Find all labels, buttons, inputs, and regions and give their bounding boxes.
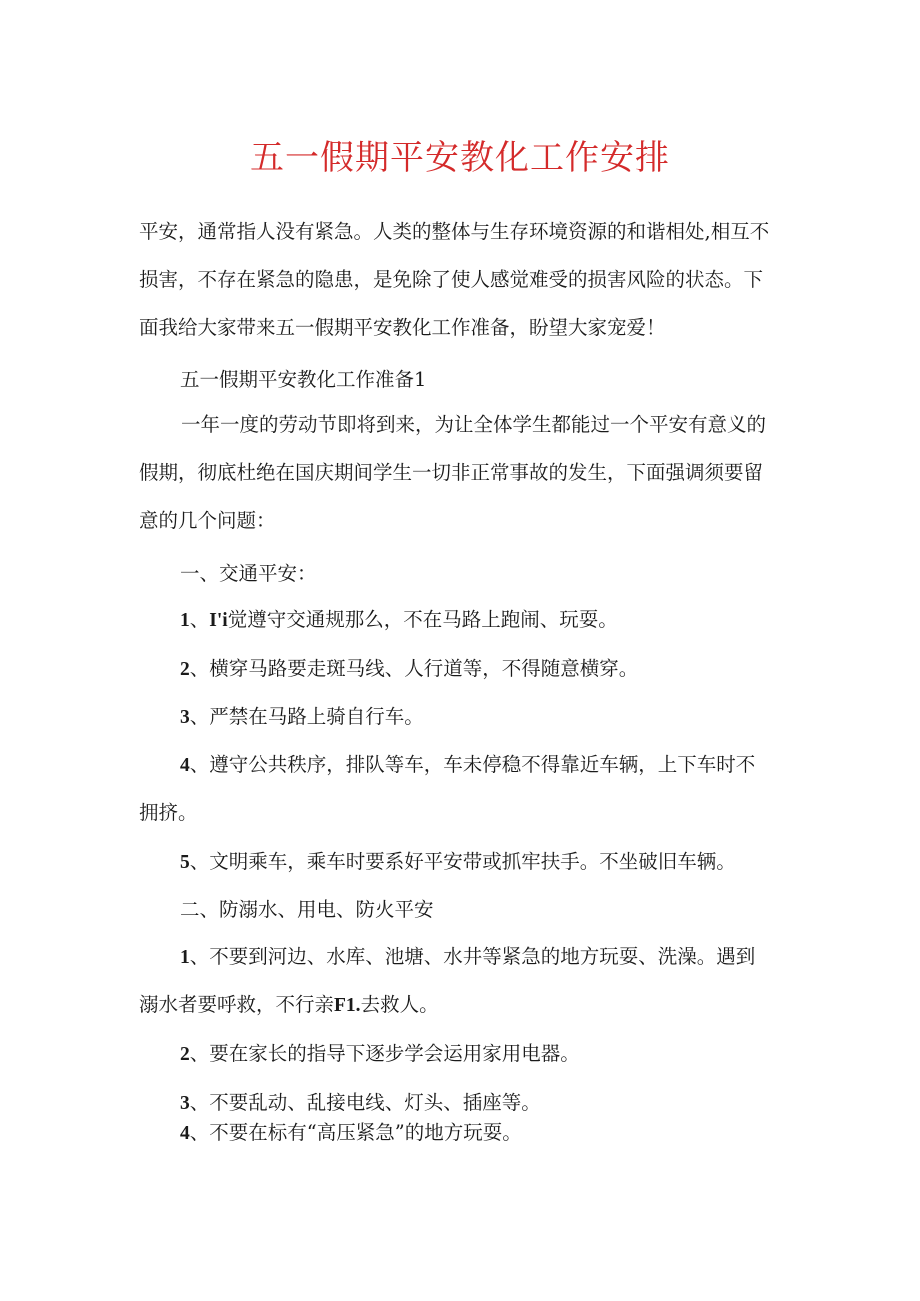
item-text: 文明乘车，乘车时要系好平安带或抓牢扶手。不坐破旧车辆。 xyxy=(209,850,736,873)
paragraph-line: 意的几个问题： xyxy=(139,509,276,532)
item-separator: 、 xyxy=(189,705,210,728)
item-number: 2 xyxy=(180,1044,190,1065)
item-separator: 、 xyxy=(189,657,210,680)
item-number: 1 xyxy=(180,947,190,968)
paragraph-line: 假期，彻底杜绝在国庆期间学生一切非正常事故的发生，下面强调须要留 xyxy=(139,461,764,484)
item-separator: 、 xyxy=(189,608,210,631)
item-separator: 、 xyxy=(189,1091,210,1114)
intro-paragraph xyxy=(139,208,789,352)
list-item xyxy=(180,1040,580,1069)
item-number: 4 xyxy=(180,755,190,776)
item-separator: 、 xyxy=(189,753,210,776)
list-item xyxy=(180,1119,522,1148)
item-text: 不要乱动、乱接电线、灯头、插座等。 xyxy=(209,1091,541,1114)
part2-heading: 二、防溺水、用电、防火平安 xyxy=(180,898,434,921)
continuation-text: 溺水者要呼救，不行亲 xyxy=(139,993,335,1016)
item-text: 不要到河边、水库、池塘、水井等紧急的地方玩耍、洗澡。遇到 xyxy=(209,945,756,968)
intro-line: 平安，通常指人没有紧急。人类的整体与生存环境资源的和谐相处,相互不 xyxy=(139,220,770,243)
list-item xyxy=(180,655,638,684)
item-separator: 、 xyxy=(189,850,210,873)
list-item xyxy=(180,703,424,732)
item-text: 遵守公共秩序，排队等车，车未停稳不得靠近车辆，上下车时不 xyxy=(209,753,756,776)
item-bold-prefix: I'i xyxy=(209,610,228,631)
section-heading: 五一假期平安教化工作准备1 xyxy=(180,368,427,391)
item-text: 横穿马路要走斑马线、人行道等，不得随意横穿。 xyxy=(209,657,639,680)
paragraph-1 xyxy=(139,401,789,545)
continuation-text: 去救人。 xyxy=(360,993,439,1016)
item-number: 3 xyxy=(180,1093,190,1114)
part1-heading: 一、交通平安： xyxy=(180,562,317,585)
item-number: 1 xyxy=(180,610,190,631)
item-number: 2 xyxy=(180,659,190,680)
list-item xyxy=(180,1089,541,1118)
list-item xyxy=(180,848,736,877)
item-separator: 、 xyxy=(189,1121,210,1144)
item-separator: 、 xyxy=(189,1042,210,1065)
list-item-continuation xyxy=(139,991,439,1020)
intro-line: 损害，不存在紧急的隐患，是免除了使人感觉难受的损害风险的状态。下 xyxy=(139,268,764,291)
document-title: 五一假期平安教化工作安排 xyxy=(250,138,670,178)
list-item xyxy=(180,943,755,972)
list-item xyxy=(180,751,755,780)
item-text: 不要在标有“高压紧急”的地方玩耍。 xyxy=(209,1121,522,1144)
paragraph-line: 一年一度的劳动节即将到来，为让全体学生都能过一个平安有意义的 xyxy=(181,413,767,436)
item-number: 5 xyxy=(180,852,190,873)
intro-line: 面我给大家带来五一假期平安教化工作准备，盼望大家宠爱！ xyxy=(139,316,666,339)
item-text: 觉遵守交通规那么，不在马路上跑闹、玩耍。 xyxy=(227,608,618,631)
item-number: 3 xyxy=(180,707,190,728)
item-number: 4 xyxy=(180,1123,190,1144)
item-text: 严禁在马路上骑自行车。 xyxy=(209,705,424,728)
list-item xyxy=(180,606,618,635)
item-text: 要在家长的指导下逐步学会运用家用电器。 xyxy=(209,1042,580,1065)
item-separator: 、 xyxy=(189,945,210,968)
list-item-continuation: 拥挤。 xyxy=(139,801,198,824)
continuation-bold-text: F1. xyxy=(334,995,361,1016)
